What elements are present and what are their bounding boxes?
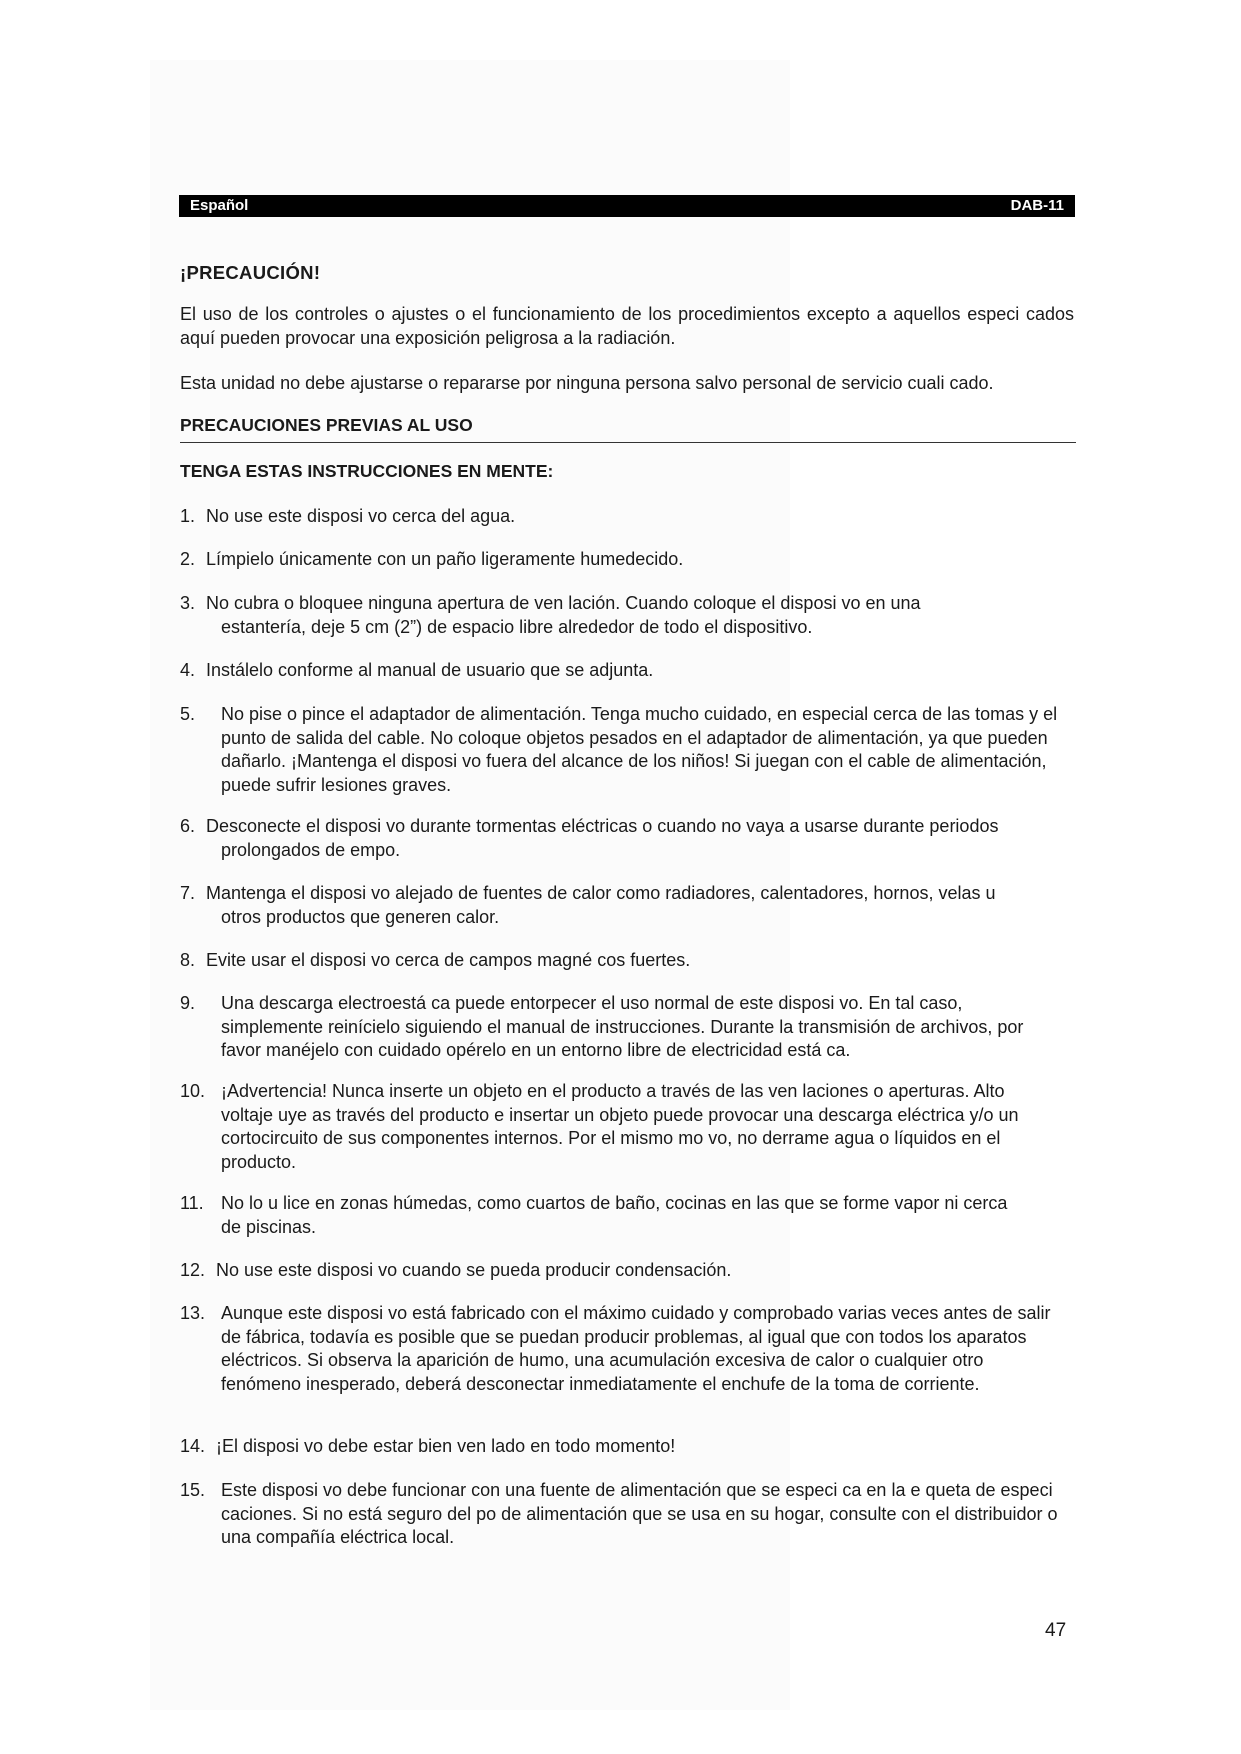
list-item-number: 1. — [180, 506, 196, 526]
list-item-text: No cubra o bloquee ninguna apertura de ven lación. Cuando coloque el disposi vo en una estantería, deje 5 cm (2”) de espacio libre alrededor de todo el dispositivo. — [206, 593, 921, 637]
list-item-text: Límpielo únicamente con un paño ligeramente humedecido. — [206, 549, 684, 569]
list-item-number: 15. — [180, 1480, 206, 1500]
list-item-number: 10. — [180, 1081, 206, 1101]
caution-paragraph-1: El uso de los controles o ajustes o el funcionamiento de los procedimientos excepto a aquellos especi cados aquí pueden provocar una exposición peligrosa a la radiación. — [180, 304, 1074, 348]
header-bar — [179, 195, 1075, 217]
list-item-text: Mantenga el disposi vo alejado de fuentes de calor como radiadores, calentadores, hornos, velas u otros productos que generen calor. — [206, 883, 996, 927]
list-item — [180, 815, 1010, 862]
list-item — [180, 1302, 1060, 1396]
list-item — [180, 548, 1080, 572]
list-item-number: 6. — [180, 816, 196, 836]
list-item-number: 11. — [180, 1193, 204, 1213]
list-item-text: No lo u lice en zonas húmedas, como cuartos de baño, cocinas en las que se forme vapor ni cerca de piscinas. — [221, 1193, 1008, 1237]
list-item-number: 9. — [180, 993, 196, 1013]
list-item-number: 5. — [180, 704, 196, 724]
list-item-text: ¡Advertencia! Nunca inserte un objeto en el producto a través de las ven laciones o aperturas. Alto voltaje uye as través del producto e insertar un objeto puede provocar una descarga eléctrica y/o un cortocircuito de sus componentes internos. Por el mismo mo vo, no derrame agua o líquidos en el producto. — [221, 1081, 1019, 1172]
list-item — [180, 1192, 1030, 1239]
page-number: 47 — [1045, 1620, 1067, 1641]
list-item-text: Este disposi vo debe funcionar con una fuente de alimentación que se especi ca en la e queta de especi caciones. Si no está seguro del po de alimentación que se usa en su hogar, consulte con el distribuidor o una compañía eléctrica local. — [221, 1480, 1058, 1547]
list-item-number: 12. — [180, 1260, 206, 1280]
list-item — [180, 592, 990, 639]
list-item-text: Evite usar el disposi vo cerca de campos magné cos fuertes. — [206, 950, 691, 970]
list-item — [180, 882, 1030, 929]
list-item — [180, 1435, 1080, 1459]
list-item-number: 2. — [180, 549, 196, 569]
list-item-text: No use este disposi vo cerca del agua. — [206, 506, 516, 526]
list-item — [180, 659, 1080, 683]
list-item — [180, 703, 1080, 797]
list-item — [180, 1479, 1060, 1550]
list-item-number: 7. — [180, 883, 196, 903]
list-item-number: 4. — [180, 660, 196, 680]
list-item-number: 14. — [180, 1436, 206, 1456]
list-item-number: 13. — [180, 1303, 206, 1323]
header-model: DAB-11 — [1010, 197, 1064, 214]
list-item — [180, 1259, 1080, 1283]
list-item — [180, 1080, 1060, 1174]
caution-title: ¡PRECAUCIÓN! — [180, 262, 321, 283]
caution-paragraph-2: Esta unidad no debe ajustarse o repararse por ninguna persona salvo personal de servicio cuali cado. — [180, 373, 994, 393]
header-language: Español — [190, 197, 249, 214]
list-item-text: Una descarga electroestá ca puede entorpecer el uso normal de este disposi vo. En tal caso, simplemente reinícielo siguiendo el manual de instrucciones. Durante la transmisión de archivos, por favor manéjelo con cuidado opérelo en un entorno libre de electricidad está ca. — [221, 993, 1024, 1060]
list-item — [180, 949, 1080, 973]
list-item-text: Instálelo conforme al manual de usuario que se adjunta. — [206, 660, 654, 680]
list-item-text: No pise o pince el adaptador de alimentación. Tenga mucho cuidado, en especial cerca de las tomas y el punto de salida del cable. No coloque objetos pesados en el adaptador de alimentación, ya que pueden dañarlo. ¡Mantenga el disposi vo fuera del alcance de los niños! Si juegan con el cable de alimentación, puede sufrir lesiones graves. — [221, 704, 1058, 795]
precautions-title: PRECAUCIONES PREVIAS AL USO — [180, 415, 1076, 443]
list-item-number: 3. — [180, 593, 196, 613]
list-item-text: No use este disposi vo cuando se pueda producir condensación. — [216, 1260, 732, 1280]
list-item — [180, 992, 1060, 1063]
list-item-number: 8. — [180, 950, 196, 970]
list-item-text: Desconecte el disposi vo durante tormentas eléctricas o cuando no vaya a usarse durante periodos prolongados de empo. — [206, 816, 999, 860]
precautions-subtitle: TENGA ESTAS INSTRUCCIONES EN MENTE: — [180, 461, 554, 481]
list-item — [180, 505, 1080, 529]
list-item-text: Aunque este disposi vo está fabricado con el máximo cuidado y comprobado varias veces antes de salir de fábrica, todavía es posible que se puedan producir problemas, al igual que con todos los aparatos eléctricos. Si observa la aparición de humo, una acumulación excesiva de calor o cualquier otro fenómeno inesperado, deberá desconectar inmediatamente el enchufe de la toma de corriente. — [221, 1303, 1051, 1394]
list-item-text: ¡El disposi vo debe estar bien ven lado en todo momento! — [216, 1436, 676, 1456]
